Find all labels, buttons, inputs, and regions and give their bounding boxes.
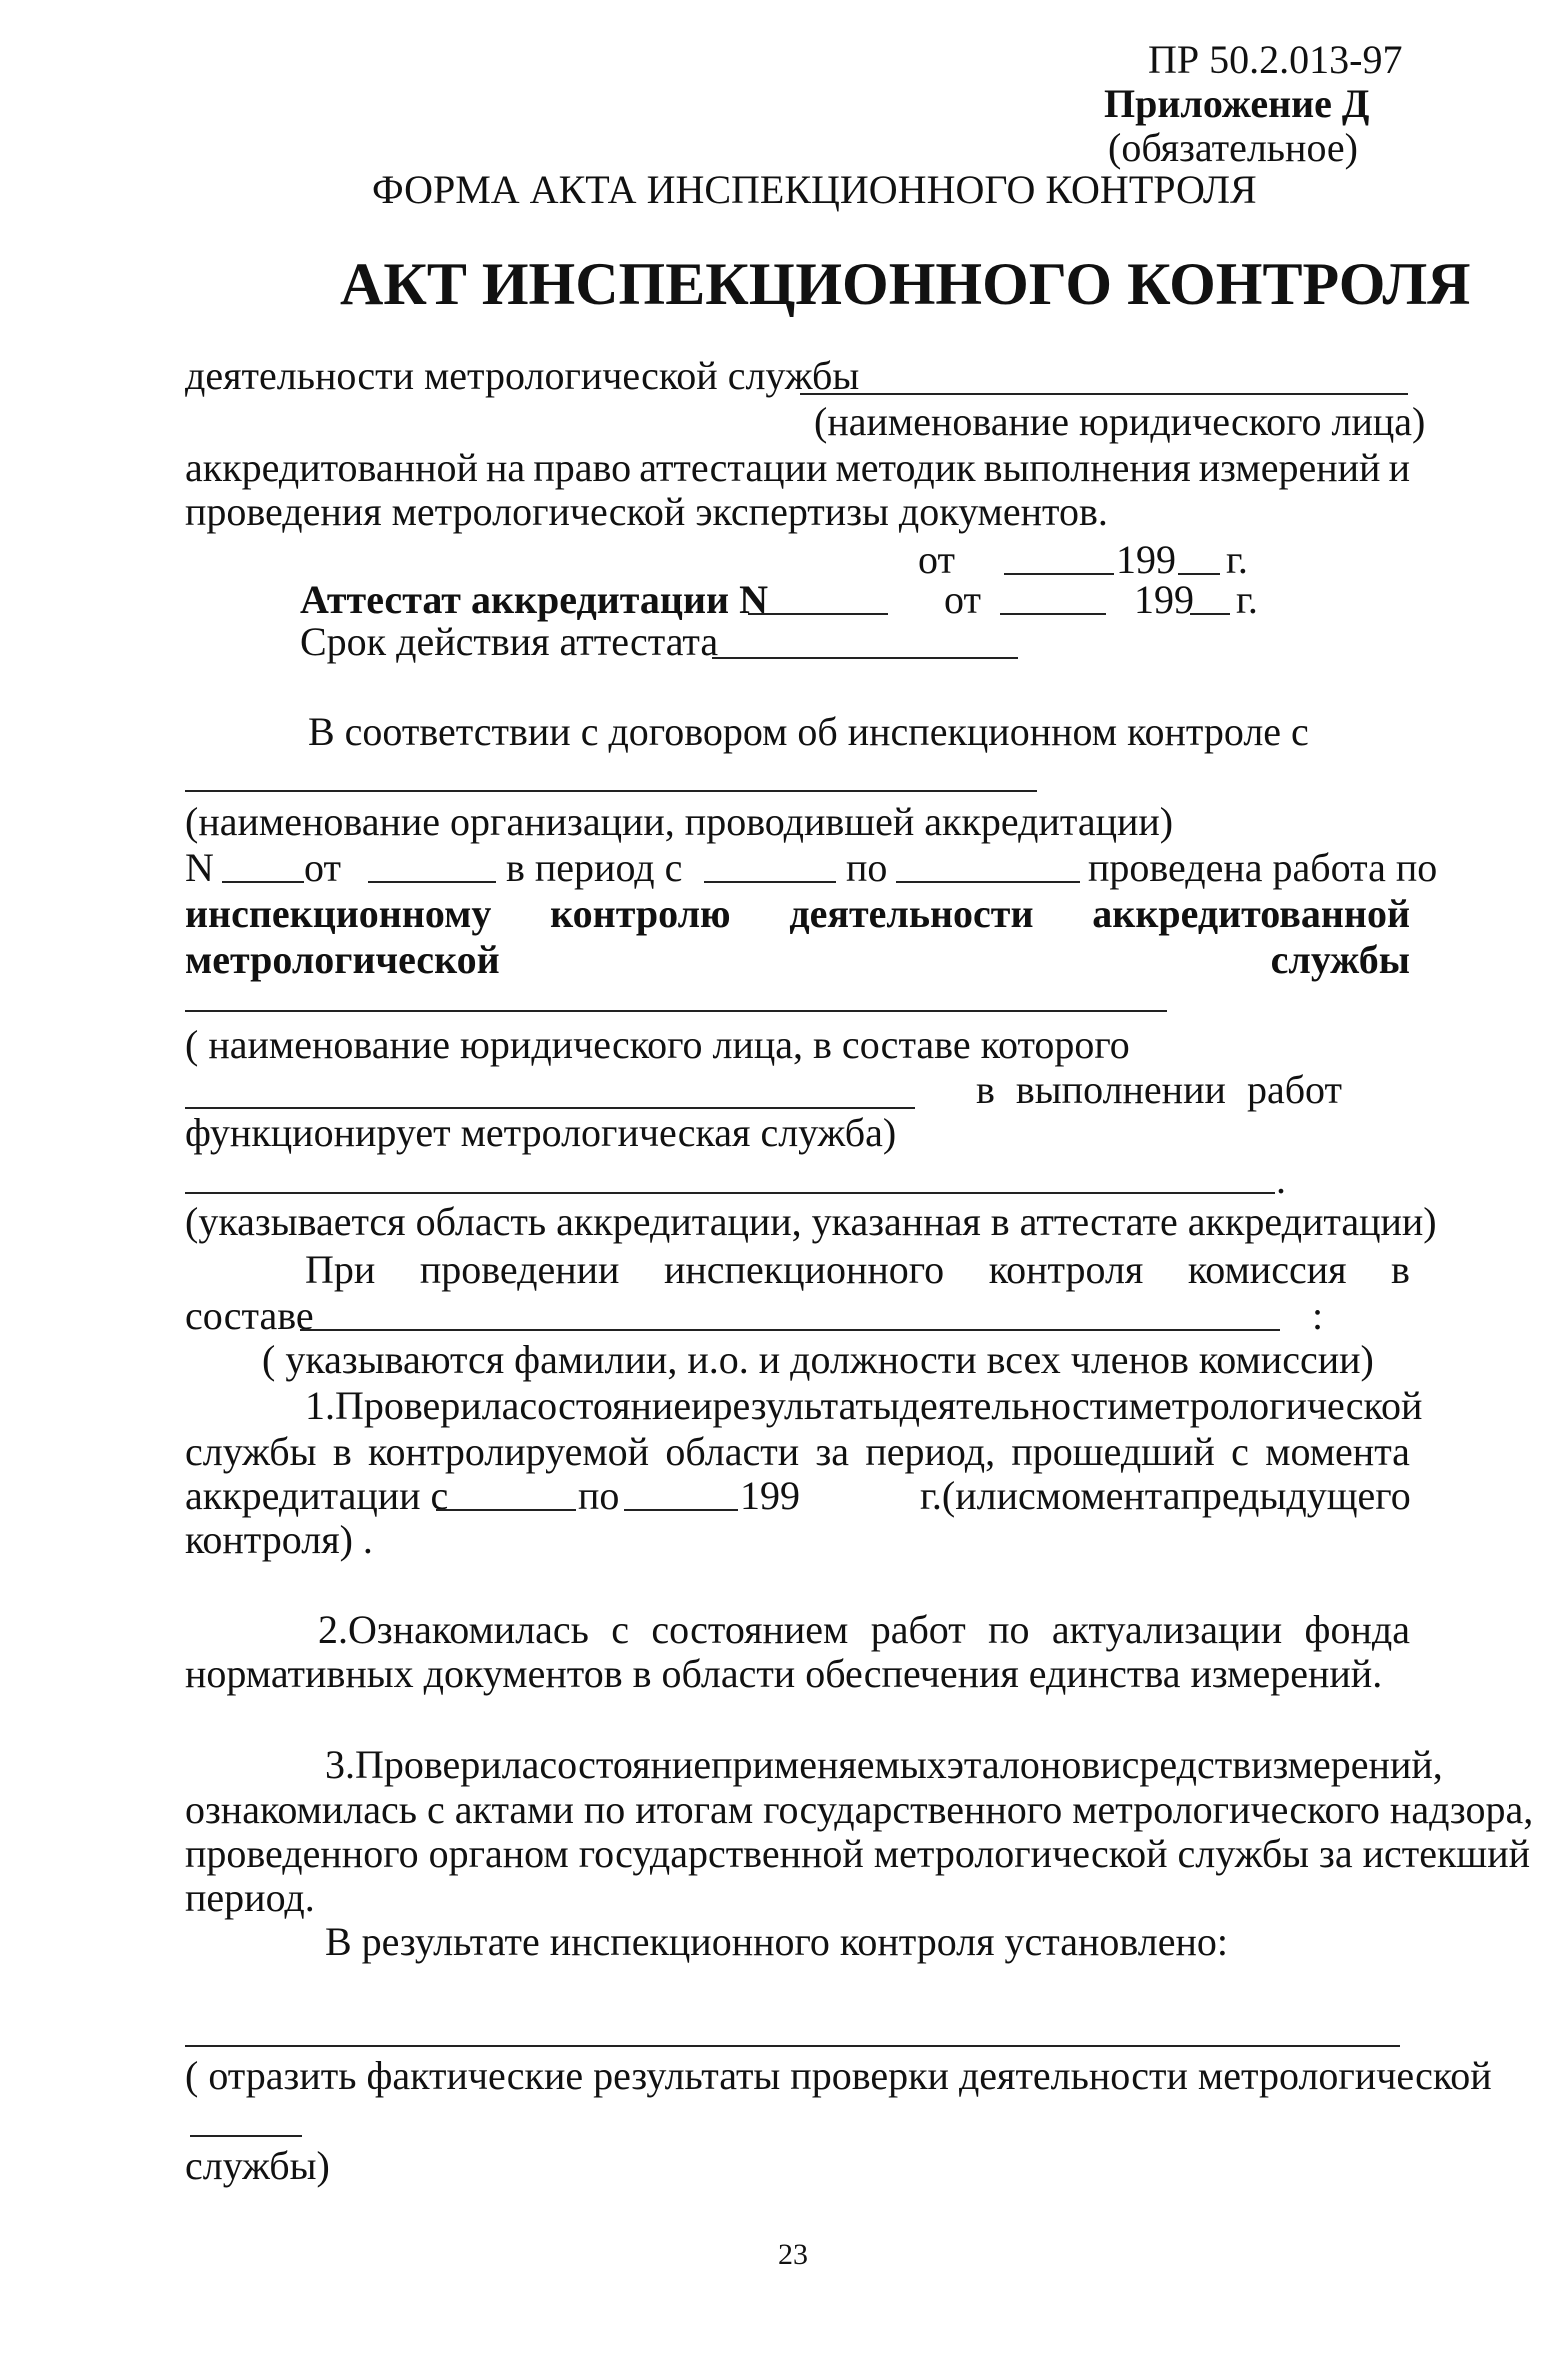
date-blank — [1004, 573, 1114, 575]
result-caption: ( отразить фактические результаты проверки деятельности метрологической — [185, 2053, 1492, 2098]
year-suffix: г. — [1226, 537, 1248, 582]
validity-label: Срок действия аттестата — [300, 619, 719, 664]
item-1-row-3-tail: г.(или с момента предыдущего — [920, 1473, 1411, 1518]
item-2-row-1: 2.Ознакомилась с состоянием работ по актуализации фонда — [318, 1607, 1410, 1652]
result-caption-end: службы) — [185, 2143, 330, 2188]
item-3-row-3: проведенного органом государственной метрологической службы за истекший — [185, 1831, 1531, 1876]
certificate-year: 199 — [1134, 577, 1194, 622]
contract-line: В соответствии с договором об инспекционном контроле с — [308, 709, 1309, 754]
from-label: от — [918, 537, 955, 582]
item-3-row-2: ознакомилась с актами по итогам государственного метрологического надзора, — [185, 1787, 1534, 1832]
composition-blank — [300, 1329, 1280, 1331]
period-label: в период с — [506, 845, 683, 890]
item-1-row-2: службы в контролируемой области за период, прошедший с момента — [185, 1429, 1410, 1474]
item-2-row-2: нормативных документов в области обеспечения единства измерений. — [185, 1651, 1383, 1696]
item-1-row-3-start: аккредитации с — [185, 1473, 449, 1518]
year-blank — [1178, 573, 1220, 575]
certificate-year-suffix: г. — [1236, 577, 1258, 622]
legal-entity-blank-2 — [185, 1010, 1167, 1012]
period-end-blank — [896, 881, 1080, 883]
certificate-year-blank — [1190, 613, 1230, 615]
item-1-year: 199 — [740, 1473, 800, 1518]
item-3-row-1: 3.Проверила состояние применяемых эталонов и средств измерений, — [325, 1742, 1443, 1787]
document-code: ПР 50.2.013-97 — [1148, 37, 1403, 82]
commission-row: При проведении инспекционного контроля комиссия в — [305, 1247, 1410, 1292]
work-blank — [185, 1107, 915, 1109]
accredited-row: аккредитованной на право аттестации методик выполнения измерений и — [185, 445, 1410, 490]
item-1-to-blank — [624, 1509, 738, 1511]
inspection-row: инспекционному контролю деятельности аккредитованной — [185, 891, 1410, 936]
certificate-label: Аттестат аккредитации N — [300, 577, 768, 622]
result-line: В результате инспекционного контроля установлено: — [325, 1919, 1229, 1964]
item-1-row-1: 1.Проверила состояние и результаты деятельности метрологической — [305, 1383, 1423, 1428]
item-1-from-blank — [436, 1509, 576, 1511]
legal-entity-caption-1: ( наименование юридического лица, в составе которого — [185, 1022, 1130, 1067]
page-title: АКТ ИНСПЕКЦИОННОГО КОНТРОЛЯ — [340, 251, 1471, 317]
contract-date-blank — [368, 881, 496, 883]
composition-label: составе — [185, 1293, 314, 1338]
form-title: ФОРМА АКТА ИНСПЕКЦИОННОГО КОНТРОЛЯ — [372, 167, 1257, 212]
certificate-number-blank — [748, 613, 888, 615]
legal-entity-blank — [800, 393, 1408, 395]
item-3-row-4: период. — [185, 1875, 315, 1920]
item-1-row-4: контроля) . — [185, 1517, 373, 1562]
n-label: N — [185, 845, 214, 890]
activity-line: деятельности метрологической службы — [185, 353, 860, 398]
mandatory-label: (обязательное) — [1108, 125, 1358, 170]
legal-entity-caption: (наименование юридического лица) — [814, 399, 1426, 444]
page-number: 23 — [778, 2238, 808, 2271]
work-done-label: проведена работа по — [1088, 845, 1438, 890]
scope-blank — [185, 1192, 1275, 1194]
validity-blank — [712, 657, 1018, 659]
certificate-from: от — [944, 577, 981, 622]
result-blank-2 — [190, 2135, 302, 2137]
organization-caption: (наименование организации, проводившей аккредитации) — [185, 799, 1174, 844]
contract-from-label: от — [304, 845, 341, 890]
composition-colon: : — [1312, 1293, 1324, 1338]
legal-entity-caption-2: функционирует метрологическая служба) — [185, 1110, 897, 1155]
year-label: 199 — [1116, 537, 1176, 582]
members-caption: ( указываются фамилии, и.о. и должности всех членов комиссии) — [262, 1337, 1374, 1382]
period-start-blank — [704, 881, 836, 883]
contract-number-blank — [222, 881, 304, 883]
accredited-line-2: проведения метрологической экспертизы документов. — [185, 489, 1108, 534]
result-blank — [185, 2045, 1400, 2047]
scope-caption: (указывается область аккредитации, указанная в аттестате аккредитации) — [185, 1199, 1437, 1244]
organization-blank — [185, 790, 1037, 792]
item-1-po: по — [578, 1473, 620, 1518]
certificate-date-blank — [1000, 613, 1106, 615]
period-to-label: по — [846, 845, 888, 890]
appendix-label: Приложение Д — [1104, 81, 1370, 126]
work-label: в выполнении работ — [976, 1067, 1342, 1112]
metrology-row: метрологической службы — [185, 937, 1410, 982]
